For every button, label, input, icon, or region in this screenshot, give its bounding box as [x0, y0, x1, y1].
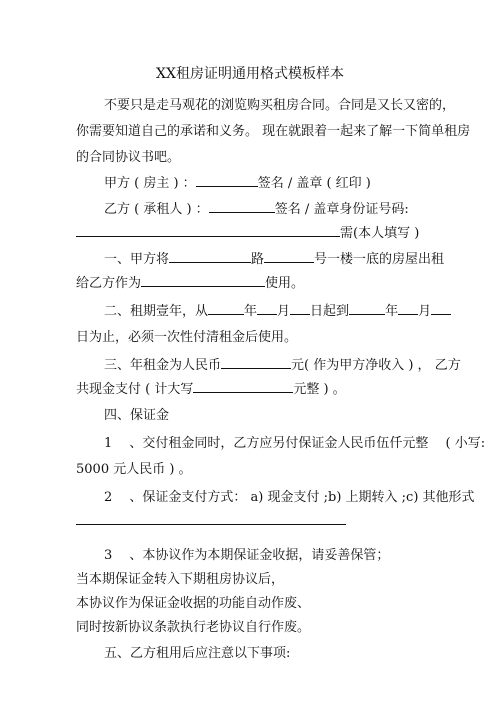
id-number-note: 需(本人填写 ) — [340, 226, 420, 241]
clause-3-text-c: 共现金支付 ( 计大写 — [76, 382, 194, 397]
document-title: XX租房证明通用格式模板样本 — [156, 66, 344, 82]
party-a-label: 甲方 ( 房主 ) ： — [104, 176, 196, 191]
year-label-2: 年 — [385, 304, 399, 319]
clause-1-text-e: 使用。 — [265, 276, 305, 291]
deposit-item-2: 2 、保证金支付方式： a) 现金支付 ;b) 上期转入 ;c) 其他形式 — [104, 490, 475, 505]
deposit-item-1-cont: 5000 元人民币 ) 。 — [76, 462, 192, 477]
clause-3-line-1 — [0, 354, 500, 378]
party-a-blank[interactable] — [196, 173, 258, 187]
rent-amount-blank[interactable] — [221, 355, 291, 369]
clause-2-line-2: 日为止，必须一次性付清租金后使用。 — [76, 330, 298, 345]
start-month-blank[interactable] — [257, 301, 277, 315]
clause-1-line-2 — [0, 272, 500, 296]
clause-1-text-b: 路 — [251, 252, 265, 267]
clause-1-line-1 — [0, 248, 500, 272]
deposit-item-3-cont-1: 当本期保证金转入下期租房协议后， — [76, 572, 285, 587]
deposit-item-3-cont-2: 本协议作为保证金收据的功能自动作废、 — [76, 596, 311, 611]
party-b-line — [0, 198, 500, 222]
number-blank[interactable] — [264, 249, 314, 263]
id-number-blank[interactable] — [76, 223, 340, 237]
deposit-item-1: 1 、交付租金同时，乙方应另付保证金人民币伍仟元整 ( 小写: — [104, 436, 486, 451]
start-day-blank[interactable] — [290, 301, 310, 315]
party-a-line — [0, 172, 500, 196]
intro-line-2: 你需要知道自己的承诺和义务。 现在就跟着一起来了解一下简单租房 — [76, 124, 471, 139]
clause-3-text-b: 元( 作为甲方净收入 ) ， 乙方 — [291, 358, 461, 373]
end-year-blank[interactable] — [349, 301, 385, 315]
road-blank[interactable] — [169, 249, 251, 263]
year-label-1: 年 — [244, 304, 258, 319]
clause-1-text-c: 号一楼一底的房屋出租 — [314, 252, 445, 267]
party-a-sign-label: 签名 / 盖章 ( 红印 ) — [257, 176, 371, 191]
deposit-other-blank[interactable] — [76, 512, 346, 525]
party-b-label: 乙方 ( 承租人 ) ： — [104, 202, 209, 217]
month-label-2: 月 — [418, 304, 432, 319]
deposit-item-3: 3 、本协议作为本期保证金收据，请妥善保管； — [104, 548, 390, 563]
party-b-sign-label: 签名 / 盖章身份证号码: — [274, 202, 409, 217]
deposit-item-3-cont-3: 同时按新协议条款执行老协议自行作废。 — [76, 620, 311, 635]
clause-5-heading: 五、乙方租用后应注意以下事项: — [104, 646, 291, 661]
intro-line-3: 的合同协议书吧。 — [76, 150, 181, 165]
clause-4-heading: 四、保证金 — [104, 408, 170, 423]
clause-3-text-a: 三、年租金为人民币 — [104, 358, 222, 373]
intro-line-1: 不要只是走马观花的浏览购买租房合同。合同是又长又密的， — [104, 98, 456, 113]
rent-capital-blank[interactable] — [193, 379, 293, 393]
clause-3-line-2 — [0, 378, 500, 402]
clause-3-text-d: 元整 ) 。 — [293, 382, 346, 397]
end-day-blank[interactable] — [431, 301, 451, 315]
deposit-other-blank-line — [0, 512, 500, 536]
clause-1-text-d: 给乙方作为 — [76, 276, 142, 291]
clause-2-text-b: 日起到 — [310, 304, 350, 319]
start-year-blank[interactable] — [208, 301, 244, 315]
clause-2-text-a: 二、租期壹年，从 — [104, 304, 209, 319]
month-label-1: 月 — [277, 304, 291, 319]
usage-blank[interactable] — [141, 273, 265, 287]
clause-1-text-a: 一、甲方将 — [104, 252, 170, 267]
clause-2-line-1 — [0, 300, 500, 324]
id-number-line — [0, 222, 500, 246]
end-month-blank[interactable] — [398, 301, 418, 315]
party-b-blank[interactable] — [209, 199, 275, 213]
